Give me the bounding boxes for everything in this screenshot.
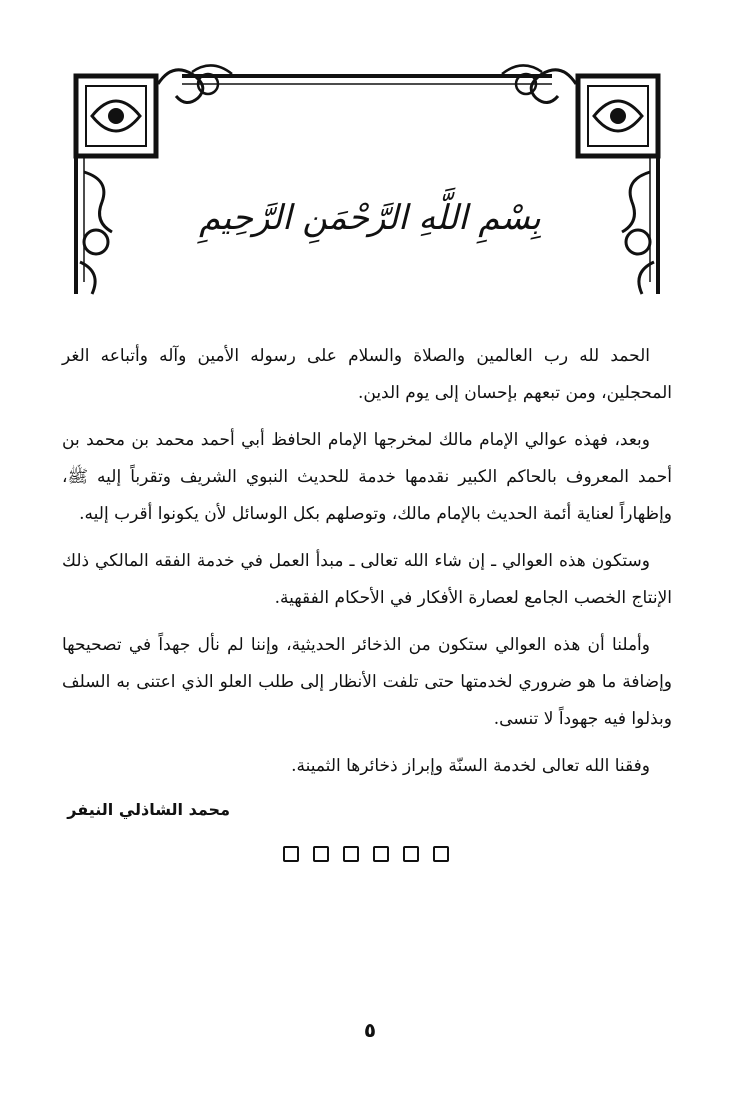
divider-square-icon: [373, 846, 389, 862]
paragraph: وستكون هذه العوالي ـ إن شاء الله تعالى ـ مبدأ العمل في خدمة الفقه المالكي ذلك الإنتاج الخصب الجامع لعصارة الأفكار في الأحكام الفقهية.: [62, 551, 672, 608]
author-signature: محمد الشاذلي النيفر: [67, 800, 230, 819]
divider-square-icon: [313, 846, 329, 862]
paragraph: وأملنا أن هذه العوالي ستكون من الذخائر الحديثية، وإننا لم نأل جهداً في تصحيحها وإضافة ما هو ضروري لخدمتها حتى تلفت الأنظار إلى طلب العلو الذي اعتنى به السلف وبذلوا فيه جهوداً لا تنسى.: [62, 635, 672, 729]
divider-square-icon: [343, 846, 359, 862]
paragraph: وبعد، فهذه عوالي الإمام مالك لمخرجها الإمام الحافظ أبي أحمد محمد بن محمد بن أحمد المعروف بالحاكم الكبير نقدمها خدمة للحديث النبوي الشريف وتقرباً إليه ﷺ، وإظهاراً لعناية أئمة الحديث بالإمام مالك، وتوصلهم بكل الوسائل لأن يكونوا أقرب إليه.: [62, 430, 672, 524]
page-number: ٥: [363, 1018, 377, 1042]
divider-square-icon: [403, 846, 419, 862]
decorative-frame-ornament: [62, 62, 672, 302]
basmala-heading: بِسْمِ اللَّهِ الرَّحْمَنِ الرَّحِيمِ: [199, 198, 541, 238]
paragraph: وفقنا الله تعالى لخدمة السنّة وإبراز ذخائرها الثمينة.: [291, 756, 650, 776]
divider-square-icon: [283, 846, 299, 862]
divider-square-icon: [433, 846, 449, 862]
paragraph: الحمد لله رب العالمين والصلاة والسلام على رسوله الأمين وآله وأتباعه الغر المحجلين، ومن تبعهم بإحسان إلى يوم الدين.: [62, 346, 672, 403]
preface-text: [62, 338, 672, 795]
section-divider: [283, 846, 449, 868]
